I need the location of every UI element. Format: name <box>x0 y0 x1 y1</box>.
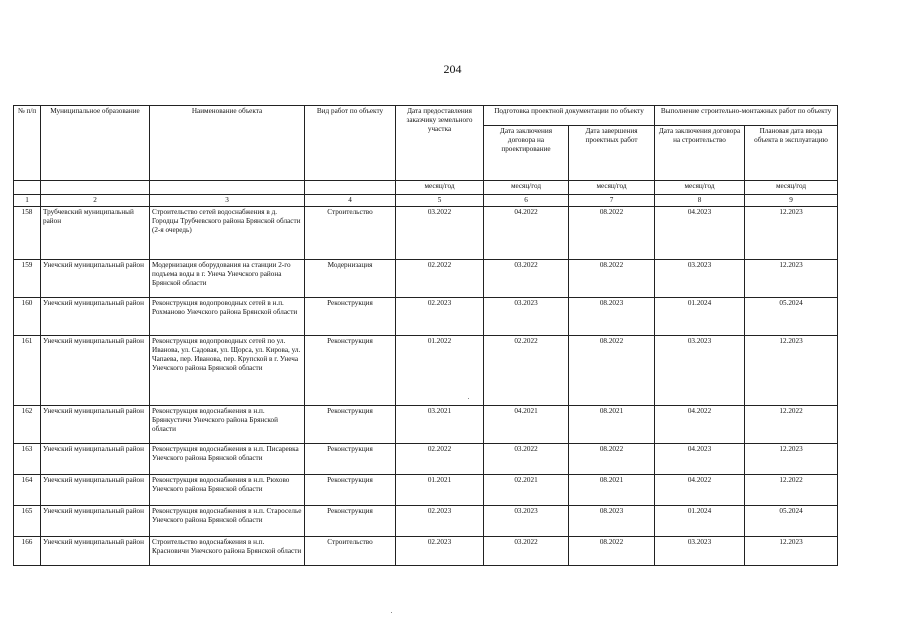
row-construction-contract-date: 04.2023 <box>655 444 745 475</box>
row-construction-contract-date: 03.2023 <box>655 537 745 566</box>
row-work-type: Модернизация <box>305 260 396 298</box>
row-work-type: Реконструкция <box>305 336 396 406</box>
row-commissioning-date: 12.2023 <box>745 537 838 566</box>
row-work-type: Реконструкция <box>305 406 396 444</box>
table-row <box>14 406 838 444</box>
column-number: 1 <box>14 195 41 207</box>
row-design-contract-date: 03.2023 <box>484 298 569 336</box>
row-work-type: Строительство <box>305 537 396 566</box>
column-number: 9 <box>745 195 838 207</box>
row-land-date: 02.2022 <box>396 444 484 475</box>
row-number: 158 <box>14 207 41 260</box>
row-object-name: Реконструкция водоснабжения в н.п. Староселье Унечского района Брянской области <box>150 506 305 537</box>
table-row <box>14 475 838 506</box>
row-design-end-date: 08.2023 <box>569 506 655 537</box>
column-number: 4 <box>305 195 396 207</box>
row-design-end-date: 08.2023 <box>569 298 655 336</box>
row-construction-contract-date: 03.2023 <box>655 336 745 406</box>
row-object-name: Строительство сетей водоснабжения в д. Городцы Трубчевского района Брянской области (2-я очередь) <box>150 207 305 260</box>
table-row <box>14 298 838 336</box>
header-construction-contract-date: Дата заключения договора на строительство <box>655 126 745 181</box>
row-municipality: Унечский муниципальный район <box>41 260 150 298</box>
row-municipality: Унечский муниципальный район <box>41 475 150 506</box>
row-number: 160 <box>14 298 41 336</box>
row-work-type: Реконструкция <box>305 475 396 506</box>
row-commissioning-date: 12.2022 <box>745 475 838 506</box>
table-row <box>14 537 838 566</box>
row-number: 159 <box>14 260 41 298</box>
header-object-name: Наименование объекта <box>150 106 305 181</box>
header-construction-group: Выполнение строительно-монтажных работ по объекту <box>655 106 838 126</box>
row-design-contract-date: 04.2022 <box>484 207 569 260</box>
table-row <box>14 207 838 260</box>
row-design-contract-date: 04.2021 <box>484 406 569 444</box>
row-municipality: Унечский муниципальный район <box>41 537 150 566</box>
row-land-date: 02.2023 <box>396 298 484 336</box>
row-municipality: Унечский муниципальный район <box>41 336 150 406</box>
column-number: 3 <box>150 195 305 207</box>
unit-label: месяц/год <box>396 181 484 195</box>
header-work-type: Вид работ по объекту <box>305 106 396 181</box>
unit-label: месяц/год <box>569 181 655 195</box>
scan-speck <box>391 612 392 613</box>
row-work-type: Реконструкция <box>305 506 396 537</box>
row-design-contract-date: 03.2022 <box>484 260 569 298</box>
unit-label: месяц/год <box>655 181 745 195</box>
column-numbers-row <box>14 195 838 207</box>
row-land-date: 03.2021 <box>396 406 484 444</box>
row-commissioning-date: 12.2022 <box>745 406 838 444</box>
row-object-name: Реконструкция водоснабжения в н.п. Рюхово Унечского района Брянской области <box>150 475 305 506</box>
row-commissioning-date: 05.2024 <box>745 506 838 537</box>
row-land-date: 02.2022 <box>396 260 484 298</box>
header-municipality: Муниципальное образование <box>41 106 150 181</box>
row-object-name: Модернизация оборудования на станции 2-го подъема воды в г. Унеча Унечского района Брянской области <box>150 260 305 298</box>
row-number: 162 <box>14 406 41 444</box>
row-municipality: Трубчевский муниципальный район <box>41 207 150 260</box>
row-construction-contract-date: 04.2023 <box>655 207 745 260</box>
column-number: 6 <box>484 195 569 207</box>
column-number: 2 <box>41 195 150 207</box>
header-design-group: Подготовка проектной документации по объекту <box>484 106 655 126</box>
row-construction-contract-date: 03.2023 <box>655 260 745 298</box>
column-number: 5 <box>396 195 484 207</box>
row-design-contract-date: 02.2022 <box>484 336 569 406</box>
table-row <box>14 336 838 406</box>
header-commissioning-date: Плановая дата ввода объекта в эксплуатацию <box>745 126 838 181</box>
row-number: 163 <box>14 444 41 475</box>
row-municipality: Унечский муниципальный район <box>41 406 150 444</box>
row-municipality: Унечский муниципальный район <box>41 444 150 475</box>
row-land-date: 02.2023 <box>396 537 484 566</box>
header-design-contract-date: Дата заключения договора на проектирование <box>484 126 569 181</box>
row-construction-contract-date: 01.2024 <box>655 298 745 336</box>
row-construction-contract-date: 04.2022 <box>655 475 745 506</box>
row-design-end-date: 08.2021 <box>569 475 655 506</box>
row-work-type: Реконструкция <box>305 298 396 336</box>
table-row <box>14 444 838 475</box>
row-object-name: Реконструкция водоснабжения в н.п. Писаревка Унечского района Брянской области <box>150 444 305 475</box>
objects-table <box>13 105 838 566</box>
column-number: 7 <box>569 195 655 207</box>
page-number: 204 <box>443 62 462 76</box>
row-land-date: 02.2023 <box>396 506 484 537</box>
row-object-name: Реконструкция водоснабжения в н.п. Брянкустичи Унечского района Брянской области <box>150 406 305 444</box>
unit-row <box>14 181 838 195</box>
row-design-end-date: 08.2022 <box>569 537 655 566</box>
table-row <box>14 506 838 537</box>
row-municipality: Унечский муниципальный район <box>41 506 150 537</box>
scan-speck <box>468 398 469 399</box>
row-design-end-date: 08.2022 <box>569 207 655 260</box>
row-commissioning-date: 05.2024 <box>745 298 838 336</box>
header-design-end-date: Дата завершения проектных работ <box>569 126 655 181</box>
row-design-end-date: 08.2022 <box>569 444 655 475</box>
row-municipality: Унечский муниципальный район <box>41 298 150 336</box>
row-work-type: Реконструкция <box>305 444 396 475</box>
row-land-date: 03.2022 <box>396 207 484 260</box>
unit-label: месяц/год <box>745 181 838 195</box>
row-design-contract-date: 03.2023 <box>484 506 569 537</box>
header-number: № п/п <box>14 106 41 181</box>
table-row <box>14 260 838 298</box>
row-land-date: 01.2022 <box>396 336 484 406</box>
column-number: 8 <box>655 195 745 207</box>
header-land-date: Дата предоставления заказчику земельного участка <box>396 106 484 181</box>
row-commissioning-date: 12.2023 <box>745 336 838 406</box>
row-design-contract-date: 03.2022 <box>484 444 569 475</box>
row-number: 164 <box>14 475 41 506</box>
row-construction-contract-date: 04.2022 <box>655 406 745 444</box>
unit-label: месяц/год <box>484 181 569 195</box>
row-commissioning-date: 12.2023 <box>745 444 838 475</box>
row-design-end-date: 08.2021 <box>569 406 655 444</box>
row-design-contract-date: 02.2021 <box>484 475 569 506</box>
row-commissioning-date: 12.2023 <box>745 260 838 298</box>
row-number: 161 <box>14 336 41 406</box>
row-design-end-date: 08.2022 <box>569 336 655 406</box>
row-work-type: Строительство <box>305 207 396 260</box>
row-object-name: Строительство водоснабжения в н.п. Красновичи Унечского района Брянской области <box>150 537 305 566</box>
row-object-name: Реконструкция водопроводных сетей по ул. Иванова, ул. Садовая, ул. Щорса, ул. Кирова, ул. Чапаева, пер. Иванова, пер. Крупской в г. Унеча Унечского района Брянской области <box>150 336 305 406</box>
row-design-contract-date: 03.2022 <box>484 537 569 566</box>
row-commissioning-date: 12.2023 <box>745 207 838 260</box>
row-number: 166 <box>14 537 41 566</box>
row-construction-contract-date: 01.2024 <box>655 506 745 537</box>
row-number: 165 <box>14 506 41 537</box>
row-design-end-date: 08.2022 <box>569 260 655 298</box>
row-object-name: Реконструкция водопроводных сетей в н.п. Рохманово Унечского района Брянской области <box>150 298 305 336</box>
row-land-date: 01.2021 <box>396 475 484 506</box>
